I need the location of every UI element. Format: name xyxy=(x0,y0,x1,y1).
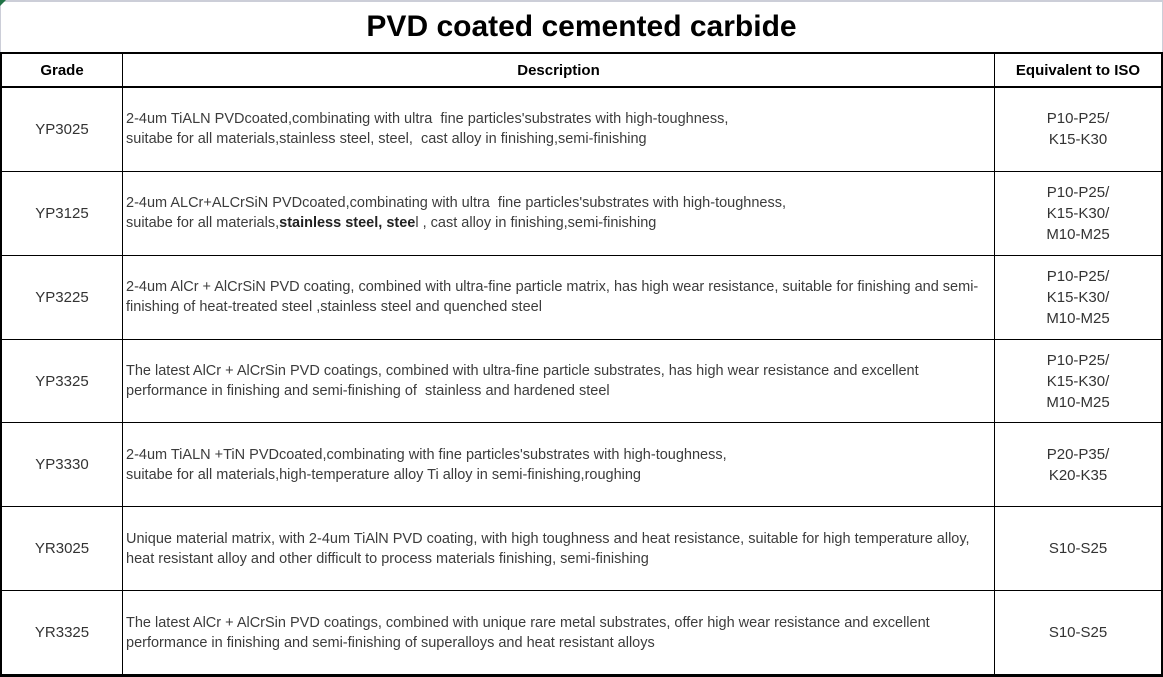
grade-cell: YP3125 xyxy=(2,172,123,255)
iso-cell: P10-P25/ K15-K30/ M10-M25 xyxy=(1046,267,1110,327)
grades-table xyxy=(0,52,1163,677)
description-cell: The latest AlCr + AlCrSin PVD coatings, combined with ultra-fine particle substrates, has high wear resistance and excellent performance in finishing and semi-finishing of stainless and hardened steel xyxy=(123,340,995,423)
header-description: Description xyxy=(123,54,995,86)
description-cell: 2-4um TiALN +TiN PVDcoated,combinating with fine particles'substrates with high-toughness, suitabe for all materials,high-temperature alloy Ti alloy in semi-finishing,roughing xyxy=(123,423,995,506)
excel-corner-triangle-icon xyxy=(0,0,6,6)
grade-cell: YR3325 xyxy=(2,591,123,674)
iso-cell: P10-P25/ K15-K30/ M10-M25 xyxy=(1046,351,1110,411)
table-body xyxy=(2,88,1161,674)
table-row xyxy=(2,590,1161,674)
table-row xyxy=(2,422,1161,506)
table-row xyxy=(2,255,1161,339)
iso-cell: S10-S25 xyxy=(1048,624,1108,642)
iso-cell: P10-P25/ K15-K30 xyxy=(1046,110,1110,149)
table-row xyxy=(2,88,1161,171)
table-header-row xyxy=(2,54,1161,88)
grade-cell: YP3025 xyxy=(2,88,123,171)
description-cell: 2-4um AlCr + AlCrSiN PVD coating, combined with ultra-fine particle matrix, has high wear resistance, suitable for finishing and semi- finishing of heat-treated steel ,stainless steel and quenched steel xyxy=(123,256,995,339)
table-row xyxy=(2,506,1161,590)
title-band xyxy=(0,0,1163,52)
table-row xyxy=(2,171,1161,255)
iso-cell: P20-P35/ K20-K35 xyxy=(1046,445,1110,484)
header-grade: Grade xyxy=(2,54,123,86)
page-title: PVD coated cemented carbide xyxy=(366,10,797,43)
iso-cell: S10-S25 xyxy=(1048,540,1108,558)
description-cell: The latest AlCr + AlCrSin PVD coatings, combined with unique rare metal substrates, offer high wear resistance and excellent performance in finishing and semi-finishing of superalloys and heat resistant alloys xyxy=(123,591,995,674)
grade-cell: YR3025 xyxy=(2,507,123,590)
description-cell: 2-4um TiALN PVDcoated,combinating with ultra fine particles'substrates with high-toughness, suitabe for all materials,stainless steel, steel, cast alloy in finishing,semi-finishing xyxy=(123,88,995,171)
iso-cell: P10-P25/ K15-K30/ M10-M25 xyxy=(1046,183,1110,243)
description-cell: 2-4um ALCr+ALCrSiN PVDcoated,combinating with ultra fine particles'substrates with high-toughness, suitabe for all materials,stainless steel, steel , cast alloy in finishing,semi-finishing xyxy=(123,172,995,255)
grade-cell: YP3325 xyxy=(2,340,123,423)
grade-cell: YP3225 xyxy=(2,256,123,339)
header-equivalent-to-iso: Equivalent to ISO xyxy=(1015,61,1141,79)
grade-cell: YP3330 xyxy=(2,423,123,506)
description-cell: Unique material matrix, with 2-4um TiAlN PVD coating, with high toughness and heat resistance, suitable for high temperature alloy, heat resistant alloy and other difficult to process materials finishing, semi-finishing xyxy=(123,507,995,590)
table-row xyxy=(2,339,1161,423)
